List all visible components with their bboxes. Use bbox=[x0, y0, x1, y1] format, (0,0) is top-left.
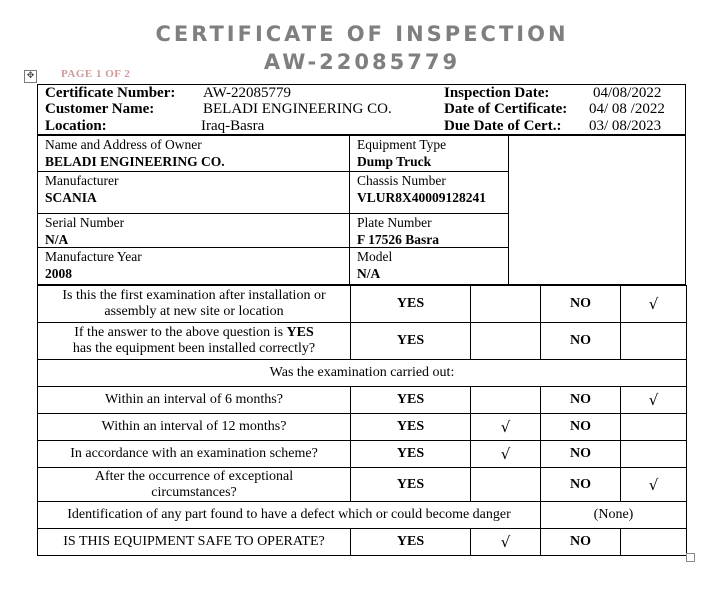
chassis-value: VLUR8X40009128241 bbox=[357, 190, 487, 205]
table-row bbox=[38, 323, 687, 360]
chassis-label: Chassis Number bbox=[357, 173, 446, 188]
location-label: Location: bbox=[45, 118, 107, 134]
location-value: Iraq-Basra bbox=[201, 118, 265, 134]
inspection-date-label: Inspection Date: bbox=[444, 85, 550, 101]
no-cell: NO bbox=[541, 414, 621, 441]
table-row bbox=[38, 468, 687, 502]
table-row bbox=[38, 529, 687, 556]
certificate-title: CERTIFICATE OF INSPECTION bbox=[155, 22, 569, 46]
no-check-cell: √ bbox=[621, 468, 687, 502]
defect-value-cell: (None) bbox=[541, 502, 687, 529]
no-check-cell bbox=[621, 441, 687, 468]
safe-question-cell: IS THIS EQUIPMENT SAFE TO OPERATE? bbox=[38, 529, 351, 556]
question-cell: If the answer to the above question is YES has the equipment been installed correctly? bbox=[38, 323, 351, 360]
model-cell bbox=[349, 247, 509, 285]
yes-check-cell bbox=[471, 323, 541, 360]
model-value: N/A bbox=[357, 266, 381, 281]
no-cell: NO bbox=[541, 529, 621, 556]
table-row bbox=[38, 360, 687, 387]
due-date-value: 03/ 08/2023 bbox=[589, 118, 662, 134]
due-date-label: Due Date of Cert.: bbox=[444, 118, 562, 134]
no-cell: NO bbox=[541, 387, 621, 414]
year-label: Manufacture Year bbox=[45, 249, 142, 264]
serial-cell bbox=[37, 213, 350, 248]
owner-value: BELADI ENGINEERING CO. bbox=[45, 154, 225, 169]
year-cell bbox=[37, 247, 350, 285]
page-label: PAGE 1 OF 2 bbox=[61, 68, 131, 80]
table-row bbox=[38, 441, 687, 468]
manufacturer-value: SCANIA bbox=[45, 190, 97, 205]
table-row bbox=[38, 286, 687, 323]
question-cell: Within an interval of 6 months? bbox=[38, 387, 351, 414]
equipment-details-grid bbox=[37, 135, 686, 285]
yes-cell: YES bbox=[351, 468, 471, 502]
yes-check-cell bbox=[471, 387, 541, 414]
owner-label: Name and Address of Owner bbox=[45, 137, 202, 152]
date-of-certificate-value: 04/ 08 /2022 bbox=[589, 101, 665, 117]
no-cell: NO bbox=[541, 286, 621, 323]
question-cell: After the occurrence of exceptional circumstances? bbox=[38, 468, 351, 502]
examination-table bbox=[37, 285, 687, 556]
plate-label: Plate Number bbox=[357, 215, 432, 230]
manufacturer-cell bbox=[37, 171, 350, 214]
question-cell: Within an interval of 12 months? bbox=[38, 414, 351, 441]
equipment-type-label: Equipment Type bbox=[357, 137, 447, 152]
yes-check-cell: √ bbox=[471, 441, 541, 468]
yes-cell: YES bbox=[351, 441, 471, 468]
no-check-cell bbox=[621, 323, 687, 360]
cert-number-label: Certificate Number: bbox=[45, 85, 176, 101]
yes-cell: YES bbox=[351, 387, 471, 414]
cert-number-value: AW-22085779 bbox=[203, 85, 291, 101]
certificate-number-title: AW-22085779 bbox=[263, 50, 461, 74]
equipment-type-value: Dump Truck bbox=[357, 154, 432, 169]
details-blank-cell bbox=[508, 135, 686, 285]
customer-value: BELADI ENGINEERING CO. bbox=[203, 101, 392, 117]
customer-label: Customer Name: bbox=[45, 101, 155, 117]
serial-label: Serial Number bbox=[45, 215, 125, 230]
no-cell: NO bbox=[541, 468, 621, 502]
question-cell: Is this the first examination after installation or assembly at new site or location bbox=[38, 286, 351, 323]
section-heading: Was the examination carried out: bbox=[38, 360, 687, 387]
yes-cell: YES bbox=[351, 286, 471, 323]
certificate-header-box bbox=[37, 84, 686, 135]
owner-cell bbox=[37, 135, 350, 172]
year-value: 2008 bbox=[45, 266, 72, 281]
no-check-cell bbox=[621, 529, 687, 556]
serial-value: N/A bbox=[45, 232, 69, 247]
defect-question-cell: Identification of any part found to have a defect which or could become danger bbox=[38, 502, 541, 529]
no-check-cell: √ bbox=[621, 286, 687, 323]
no-check-cell: √ bbox=[621, 387, 687, 414]
equipment-type-cell bbox=[349, 135, 509, 172]
date-of-certificate-label: Date of Certificate: bbox=[444, 101, 568, 117]
yes-check-cell: √ bbox=[471, 529, 541, 556]
yes-cell: YES bbox=[351, 323, 471, 360]
plate-cell bbox=[349, 213, 509, 248]
no-check-cell bbox=[621, 414, 687, 441]
yes-cell: YES bbox=[351, 414, 471, 441]
no-cell: NO bbox=[541, 441, 621, 468]
plate-value: F 17526 Basra bbox=[357, 232, 439, 247]
yes-check-cell: √ bbox=[471, 414, 541, 441]
question-cell: In accordance with an examination scheme? bbox=[38, 441, 351, 468]
yes-check-cell bbox=[471, 286, 541, 323]
table-row bbox=[38, 414, 687, 441]
inspection-date-value: 04/08/2022 bbox=[593, 85, 662, 101]
yes-cell: YES bbox=[351, 529, 471, 556]
table-row bbox=[38, 387, 687, 414]
yes-check-cell bbox=[471, 468, 541, 502]
manufacturer-label: Manufacturer bbox=[45, 173, 119, 188]
no-cell: NO bbox=[541, 323, 621, 360]
table-row bbox=[38, 502, 687, 529]
table-resize-handle[interactable] bbox=[686, 553, 695, 562]
model-label: Model bbox=[357, 249, 393, 264]
chassis-cell bbox=[349, 171, 509, 214]
table-move-handle-icon[interactable]: ✥ bbox=[24, 70, 37, 83]
